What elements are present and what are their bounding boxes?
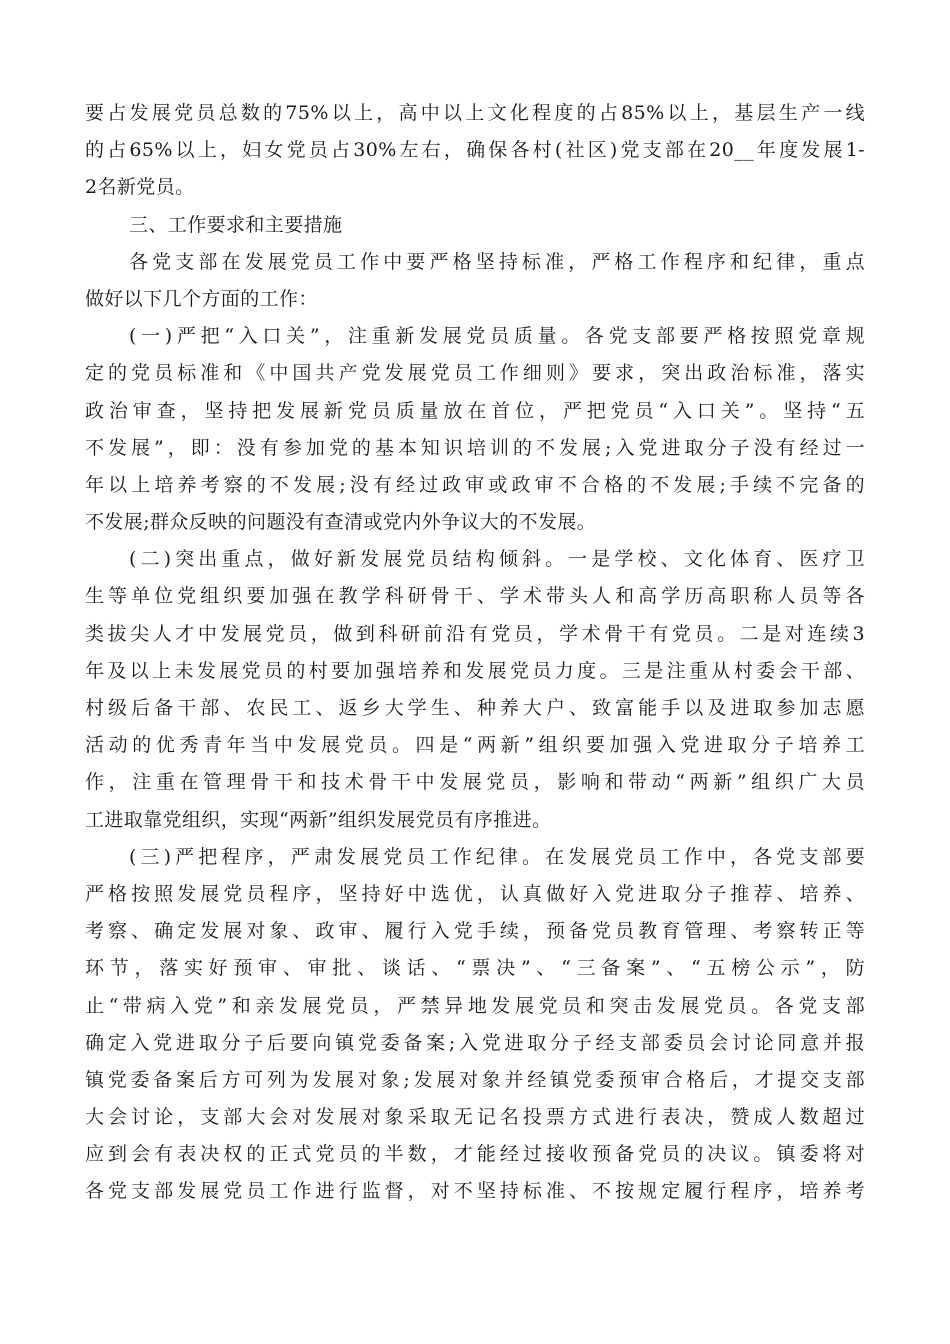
text-line: 要占发展党员总数的75%以上，高中以上文化程度的占85%以上，基层生产一线 <box>85 102 865 124</box>
text-line: 大会讨论，支部大会对发展对象采取无记名投票方式进行表决，赞成人数超过 <box>85 1106 865 1129</box>
text-line: 作，注重在管理骨干和技术骨干中发展党员，影响和带动“两新”组织广大员 <box>85 771 865 794</box>
text-line: (一)严把“入口关”，注重新发展党员质量。各党支部要严格按照党章规 <box>129 325 865 348</box>
section-heading: 三、工作要求和主要措施 <box>129 213 343 236</box>
text-line: 2名新党员。 <box>85 176 195 199</box>
text-line: 政治审查，坚持把发展新党员质量放在首位，严把党员“入口关”。坚持“五 <box>85 399 865 422</box>
text-line: 类拔尖人才中发展党员，做到科研前沿有党员，学术骨干有党员。二是对连续3 <box>85 622 865 645</box>
text-line: 村级后备干部、农民工、返乡大学生、种养大户、致富能手以及进取参加志愿 <box>85 697 865 719</box>
text-line: 确定入党进取分子后要向镇党委备案;入党进取分子经支部委员会讨论同意并报 <box>85 1031 865 1054</box>
text-line: (三)严把程序，严肃发展党员工作纪律。在发展党员工作中，各党支部要 <box>129 845 865 868</box>
text-line: 止“带病入党”和亲发展党员，严禁异地发展党员和突击发展党员。各党支部 <box>85 994 865 1017</box>
text-line: 考察、确定发展对象、政审、履行入党手续，预备党员教育管理、考察转正等 <box>85 920 865 943</box>
text-line: 环节，落实好预审、审批、谈话、“票决”、“三备案”、“五榜公示”，防 <box>85 957 865 980</box>
document-page <box>85 95 865 1211</box>
text-line: 应到会有表决权的正式党员的半数，才能经过接收预备党员的决议。镇委将对 <box>85 1143 865 1166</box>
text-line: 各党支部在发展党员工作中要严格坚持标准，严格工作程序和纪律，重点 <box>129 250 865 273</box>
text-line: 不发展”，即：没有参加党的基本知识培训的不发展;入党进取分子没有经过一 <box>85 436 865 459</box>
text-line: 镇党委备案后方可列为发展对象;发展对象并经镇党委预审合格后，才提交支部 <box>85 1068 865 1091</box>
text-line: 生等单位党组织要加强在教学科研骨干、学术带头人和高学历高职称人员等各 <box>85 585 865 608</box>
text-line: (二)突出重点，做好新发展党员结构倾斜。一是学校、文化体育、医疗卫 <box>129 548 865 571</box>
text-line: 不发展;群众反映的问题没有查清或党内外争议大的不发展。 <box>85 511 597 534</box>
text-line: 各党支部发展党员工作进行监督，对不坚持标准、不按规定履行程序，培养考 <box>85 1180 865 1203</box>
text-line: 活动的优秀青年当中发展党员。四是“两新”组织要加强入党进取分子培养工 <box>85 734 865 757</box>
text-line: 工进取靠党组织，实现“两新”组织发展党员有序推进。 <box>85 808 552 831</box>
text-line: 定的党员标准和《中国共产党发展党员工作细则》要求，突出政治标准，落实 <box>85 362 865 385</box>
text-line: 的占65%以上，妇女党员占30%左右，确保各村(社区)党支部在20__年度发展1- <box>85 139 865 162</box>
text-line: 严格按照发展党员程序，坚持好中选优，认真做好入党进取分子推荐、培养、 <box>85 882 865 905</box>
text-line: 年以上培养考察的不发展;没有经过政审或政审不合格的不发展;手续不完备的 <box>85 473 865 496</box>
text-line: 做好以下几个方面的工作： <box>85 287 318 310</box>
text-line: 年及以上未发展党员的村要加强培养和发展党员力度。三是注重从村委会干部、 <box>85 659 865 682</box>
